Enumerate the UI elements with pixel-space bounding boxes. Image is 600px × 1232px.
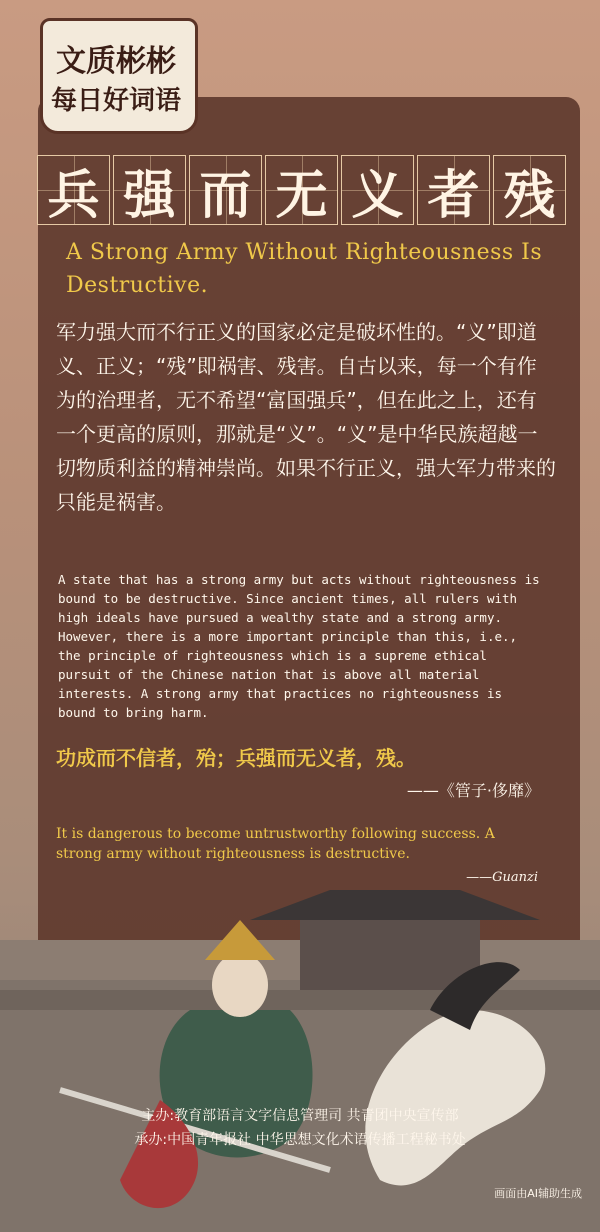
title-cell (341, 155, 414, 225)
column-badge (40, 18, 192, 128)
title-char: 兵 (47, 165, 100, 226)
general-face (212, 953, 268, 1017)
title-char: 而 (199, 165, 252, 226)
title-cell (189, 155, 262, 225)
badge-subtitle: 每日好词语 (50, 86, 181, 116)
quote-chinese: 功成而不信者，殆；兵强而无义者，残。 (56, 746, 416, 770)
title-char: 义 (351, 165, 404, 226)
pavilion-body (300, 920, 480, 990)
pavilion-roof (250, 890, 540, 920)
title-cell (265, 155, 338, 225)
quote-english: It is dangerous to become untrustworthy following success. A strong army without righteousness is destructive. (56, 826, 495, 862)
organizer-line: 主办:教育部语言文字信息管理司 共青团中央宣传部 (141, 1108, 459, 1124)
quote-english-source: ——Guanzi (466, 870, 538, 885)
title-char: 者 (427, 165, 480, 226)
title-cell (113, 155, 186, 225)
title-char: 强 (123, 165, 176, 226)
badge-title: 文质彬彬 (56, 44, 176, 79)
title-cell (417, 155, 490, 225)
title-cell (493, 155, 566, 225)
co-organizer-line: 承办:中国青年报社 中华思想文化术语传播工程秘书处 (134, 1132, 466, 1148)
ai-note: 画面由AI辅助生成 (494, 1187, 582, 1200)
title-char: 无 (275, 165, 328, 226)
idiom-title (37, 155, 566, 225)
english-title: A Strong Army Without Righteousness Is Destructive. (66, 240, 543, 298)
general-on-horse-illustration (0, 860, 600, 1232)
credits (0, 1104, 600, 1152)
title-cell (37, 155, 110, 225)
quote-chinese-source: ——《管子·侈靡》 (406, 781, 540, 800)
chinese-explanation: 军力强大而不行正义的国家必定是破坏性的。“义”即道义、正义；“残”即祸害、残害。自古以来，每一个有作为的治理者，无不希望“富国强兵”，但在此之上，还有一个更高的原则，那就是“义”。“义”是中华民族超越一切物质利益的精神崇尚。如果不行正义，强大军力带来的只能是祸害。 (56, 320, 556, 514)
great-wall (0, 990, 600, 1010)
title-char: 残 (503, 165, 556, 226)
english-explanation: A state that has a strong army but acts without righteousness is bound to be destructive. Since ancient times, all rulers with high ideals have pursued a wealthy state and a strong army. However, there is a more important principle than this, i.e., the principle of righteousness which is a supreme ethical pursuit of the Chinese nation that is above all material interests. A strong army that practices no righteousness is bound to bring harm. (58, 572, 540, 720)
